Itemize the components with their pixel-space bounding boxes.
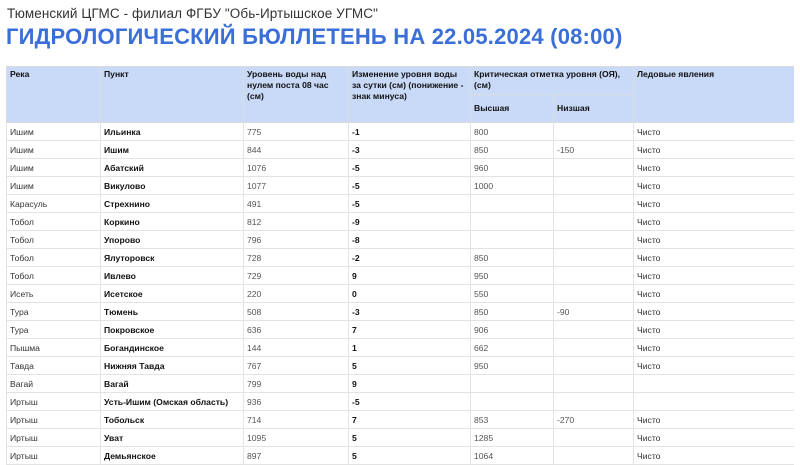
ice-cell: Чисто xyxy=(634,357,795,375)
high-cell: 853 xyxy=(471,411,554,429)
change-cell: 9 xyxy=(349,267,471,285)
river-cell: Тобол xyxy=(7,267,101,285)
high-cell xyxy=(471,375,554,393)
level-cell: 799 xyxy=(244,375,349,393)
level-cell: 144 xyxy=(244,339,349,357)
level-cell: 796 xyxy=(244,231,349,249)
table-row xyxy=(7,267,795,285)
river-cell: Иртыш xyxy=(7,429,101,447)
header-change: Изменение уровня воды за сутки (см) (понижение - знак минуса) xyxy=(349,67,471,123)
table-row xyxy=(7,285,795,303)
change-cell: -1 xyxy=(349,123,471,141)
ice-cell: Чисто xyxy=(634,411,795,429)
change-cell: -3 xyxy=(349,141,471,159)
point-cell: Абатский xyxy=(101,159,244,177)
low-cell xyxy=(554,393,634,411)
ice-cell: Чисто xyxy=(634,123,795,141)
ice-cell: Чисто xyxy=(634,303,795,321)
ice-cell: Чисто xyxy=(634,267,795,285)
level-cell: 729 xyxy=(244,267,349,285)
change-cell: -5 xyxy=(349,393,471,411)
high-cell: 850 xyxy=(471,249,554,267)
table-row xyxy=(7,231,795,249)
header-point: Пункт xyxy=(101,67,244,123)
table-row xyxy=(7,213,795,231)
high-cell: 906 xyxy=(471,321,554,339)
level-cell: 775 xyxy=(244,123,349,141)
point-cell: Ивлево xyxy=(101,267,244,285)
high-cell: 1064 xyxy=(471,447,554,465)
low-cell xyxy=(554,123,634,141)
point-cell: Богандинское xyxy=(101,339,244,357)
low-cell xyxy=(554,285,634,303)
low-cell: -90 xyxy=(554,303,634,321)
level-cell: 220 xyxy=(244,285,349,303)
low-cell xyxy=(554,213,634,231)
ice-cell xyxy=(634,393,795,411)
change-cell: 0 xyxy=(349,285,471,303)
level-cell: 1077 xyxy=(244,177,349,195)
level-cell: 1076 xyxy=(244,159,349,177)
low-cell xyxy=(554,231,634,249)
ice-cell: Чисто xyxy=(634,231,795,249)
table-row xyxy=(7,339,795,357)
low-cell xyxy=(554,249,634,267)
high-cell xyxy=(471,393,554,411)
change-cell: 7 xyxy=(349,411,471,429)
high-cell: 850 xyxy=(471,303,554,321)
level-cell: 844 xyxy=(244,141,349,159)
table-row xyxy=(7,357,795,375)
point-cell: Тюмень xyxy=(101,303,244,321)
low-cell xyxy=(554,321,634,339)
high-cell: 1285 xyxy=(471,429,554,447)
table-row xyxy=(7,141,795,159)
high-cell xyxy=(471,195,554,213)
river-cell: Ишим xyxy=(7,123,101,141)
ice-cell: Чисто xyxy=(634,195,795,213)
point-cell: Исетское xyxy=(101,285,244,303)
level-cell: 636 xyxy=(244,321,349,339)
low-cell xyxy=(554,339,634,357)
low-cell: -270 xyxy=(554,411,634,429)
change-cell: -2 xyxy=(349,249,471,267)
ice-cell: Чисто xyxy=(634,213,795,231)
low-cell xyxy=(554,375,634,393)
point-cell: Уват xyxy=(101,429,244,447)
change-cell: 9 xyxy=(349,375,471,393)
low-cell xyxy=(554,447,634,465)
high-cell: 800 xyxy=(471,123,554,141)
table-row xyxy=(7,429,795,447)
river-cell: Ишим xyxy=(7,159,101,177)
level-cell: 728 xyxy=(244,249,349,267)
river-cell: Тобол xyxy=(7,213,101,231)
level-cell: 508 xyxy=(244,303,349,321)
low-cell xyxy=(554,429,634,447)
table-header xyxy=(7,67,795,123)
bulletin-title: ГИДРОЛОГИЧЕСКИЙ БЮЛЛЕТЕНЬ НА 22.05.2024 (08:00) xyxy=(6,24,623,49)
change-cell: -5 xyxy=(349,159,471,177)
level-cell: 936 xyxy=(244,393,349,411)
high-cell: 662 xyxy=(471,339,554,357)
point-cell: Ялуторовск xyxy=(101,249,244,267)
level-cell: 1095 xyxy=(244,429,349,447)
change-cell: -5 xyxy=(349,177,471,195)
point-cell: Тобольск xyxy=(101,411,244,429)
level-cell: 714 xyxy=(244,411,349,429)
high-cell: 950 xyxy=(471,267,554,285)
table-body xyxy=(7,123,795,465)
bulletin-sheet xyxy=(6,66,794,465)
ice-cell xyxy=(634,375,795,393)
point-cell: Коркино xyxy=(101,213,244,231)
table-row xyxy=(7,303,795,321)
river-cell: Тобол xyxy=(7,249,101,267)
low-cell: -150 xyxy=(554,141,634,159)
ice-cell: Чисто xyxy=(634,429,795,447)
level-cell: 897 xyxy=(244,447,349,465)
level-cell: 767 xyxy=(244,357,349,375)
point-cell: Нижняя Тавда xyxy=(101,357,244,375)
change-cell: -9 xyxy=(349,213,471,231)
river-cell: Ишим xyxy=(7,177,101,195)
low-cell xyxy=(554,159,634,177)
ice-cell: Чисто xyxy=(634,177,795,195)
point-cell: Ишим xyxy=(101,141,244,159)
river-cell: Тура xyxy=(7,303,101,321)
header-critical: Критическая отметка уровня (ОЯ), (см) xyxy=(471,67,634,95)
low-cell xyxy=(554,177,634,195)
header-ice: Ледовые явления xyxy=(634,67,795,123)
river-cell: Карасуль xyxy=(7,195,101,213)
high-cell: 850 xyxy=(471,141,554,159)
high-cell: 550 xyxy=(471,285,554,303)
header-low: Низшая xyxy=(554,95,634,123)
change-cell: -8 xyxy=(349,231,471,249)
table-row xyxy=(7,321,795,339)
level-cell: 812 xyxy=(244,213,349,231)
table-row xyxy=(7,447,795,465)
header-high: Высшая xyxy=(471,95,554,123)
river-cell: Иртыш xyxy=(7,411,101,429)
ice-cell: Чисто xyxy=(634,249,795,267)
river-cell: Иртыш xyxy=(7,447,101,465)
change-cell: 5 xyxy=(349,429,471,447)
river-cell: Пышма xyxy=(7,339,101,357)
hydro-table xyxy=(6,66,794,465)
ice-cell: Чисто xyxy=(634,447,795,465)
change-cell: 5 xyxy=(349,447,471,465)
ice-cell: Чисто xyxy=(634,141,795,159)
river-cell: Ишим xyxy=(7,141,101,159)
point-cell: Усть-Ишим (Омская область) xyxy=(101,393,244,411)
change-cell: 1 xyxy=(349,339,471,357)
table-row xyxy=(7,249,795,267)
table-row xyxy=(7,177,795,195)
point-cell: Стрехнино xyxy=(101,195,244,213)
low-cell xyxy=(554,267,634,285)
river-cell: Тавда xyxy=(7,357,101,375)
point-cell: Демьянское xyxy=(101,447,244,465)
table-row xyxy=(7,159,795,177)
ice-cell: Чисто xyxy=(634,285,795,303)
change-cell: 7 xyxy=(349,321,471,339)
point-cell: Ильинка xyxy=(101,123,244,141)
table-row xyxy=(7,195,795,213)
change-cell: -5 xyxy=(349,195,471,213)
high-cell xyxy=(471,231,554,249)
header-level: Уровень воды над нулем поста 08 час (см) xyxy=(244,67,349,123)
table-row xyxy=(7,393,795,411)
high-cell: 950 xyxy=(471,357,554,375)
table-row xyxy=(7,411,795,429)
header-river: Река xyxy=(7,67,101,123)
bulletin-source: Тюменский ЦГМС - филиал ФГБУ "Обь-Иртышское УГМС" xyxy=(7,6,379,21)
change-cell: 5 xyxy=(349,357,471,375)
ice-cell: Чисто xyxy=(634,321,795,339)
ice-cell: Чисто xyxy=(634,159,795,177)
river-cell: Тобол xyxy=(7,231,101,249)
river-cell: Вагай xyxy=(7,375,101,393)
level-cell: 491 xyxy=(244,195,349,213)
high-cell: 960 xyxy=(471,159,554,177)
high-cell xyxy=(471,213,554,231)
point-cell: Покровское xyxy=(101,321,244,339)
point-cell: Упорово xyxy=(101,231,244,249)
table-row xyxy=(7,123,795,141)
river-cell: Исеть xyxy=(7,285,101,303)
river-cell: Тура xyxy=(7,321,101,339)
change-cell: -3 xyxy=(349,303,471,321)
point-cell: Вагай xyxy=(101,375,244,393)
river-cell: Иртыш xyxy=(7,393,101,411)
low-cell xyxy=(554,195,634,213)
point-cell: Викулово xyxy=(101,177,244,195)
high-cell: 1000 xyxy=(471,177,554,195)
table-row xyxy=(7,375,795,393)
ice-cell: Чисто xyxy=(634,339,795,357)
low-cell xyxy=(554,357,634,375)
